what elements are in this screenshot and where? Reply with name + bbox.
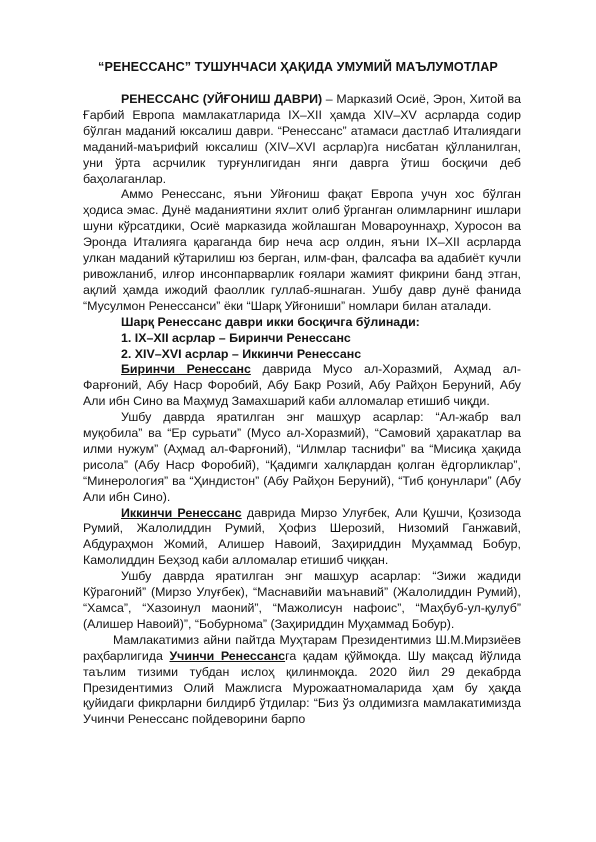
third-renaissance-paragraph: Мамлакатимиз айни пайтда Муҳтарам Президентимиз Ш.М.Мирзиёев раҳбарлигида Учинчи Ренессансга қадам қўймоқда. Шу мақсад йўлида таълим тизими тубдан ислоҳ қилинмоқда. 2020 йил 29 декабрда Президентимиз Олий Мажлисга Мурожаатномаларида ҳам бу ҳақда қуйидаги фикрларни билдирб ўтдилар: “Биз ўз олдимизга мамлакатимизда Учинчи Ренессанс пойдеворини барпо: [83, 632, 522, 727]
eastern-renaissance-paragraph: Аммо Ренессанс, яъни Уйғониш фақат Европа учун хос бўлган ҳодиса эмас. Дунё маданиятини яхлит олиб ўрганган олимларнинг ишлари шуни кўрсатдики, Осиё марказида жойлашган Мовароуннаҳр, Хуросон ва Эронда Италияга қараганда бир неча аср олдин, яъни IX–XII асрларда улкан маданий кўтарилиш юз берган, илм-фан, фалсафа ва адабиёт кучли ривожланиб, илғор инсонпарварлик ғоялари жамият фикрини банд этган, ақлий ҳамда ижодий фаоллик гуллаб-яшнаган. Ушбу давр дунё фанида “Мусулмон Ренессанси” ёки “Шарқ Уйғониши” номлари билан аталади.: [83, 187, 521, 313]
second-renaissance-works-paragraph: Ушбу даврда яратилган энг машҳур асарлар: “Зижи жадиди Кўрагоний” (Мирзо Улуғбек), “Маснавийи маънавий” (Жалолиддин Румий), “Хамса”, “Хазоинул маоний”, “Мажолисун нафоис”, “Маҳбуб-ул-қулуб” (Алишер Навоий)”, “Бобурнома” (Заҳириддин Муҳаммад Бобур).: [83, 569, 521, 631]
renaissance-term: РЕНЕССАНС (УЙҒОНИШ ДАВРИ): [121, 92, 323, 106]
second-renaissance-term: Иккинчи Ренессанс: [121, 505, 242, 520]
first-renaissance-works-paragraph: Ушбу даврда яратилган энг машҳур асарлар: “Ал-жабр вал муқобила” ва “Ер сурьати” (Мусо ал-Хоразмий), “Самовий ҳаракатлар ва илми нужум” (Аҳмад ал-Фарғоний), “Илмлар таснифи” ва “Мисиқа ҳақида рисола” (Абу Наср Форобий), “Қадимги халқлардан қолган ёдгорликлар”, “Минерология” ва “Ҳиндистон” (Абу Райҳон Беруний), “Тиб қонунлари” (Абу Али ибн Сино).: [83, 410, 521, 504]
intro-text: – Марказий Осиё, Эрон, Хитой ва Ғарбий Европа мамлакатларида IX–XII ҳамда XIV–XV асрларда содир бўлган маданий юксалиш даври. “Ренессанс” атамаси дастлаб Италиядаги маданий-маърифий юксалиш (XIV–XVI асрлар)га нисбатан қўлланилган, уни ўрта асрчилик турғунлигидан янги даврга ўтиш босқичи деб баҳолаганлар.: [83, 92, 521, 186]
document-body: [83, 92, 521, 728]
third-renaissance-term: Учинчи Ренессанс: [169, 648, 286, 663]
stage-1: 1. IX–XII асрлар – Биринчи Ренессанс: [121, 330, 351, 345]
first-renaissance-term: Биринчи Ренессанс: [121, 362, 251, 377]
stages-heading: Шарқ Ренессанс даври икки босқичга бўлинади:: [121, 314, 420, 329]
second-renaissance-paragraph: Иккинчи Ренессанс даврида Мирзо Улуғбек, Али Қушчи, Қозизода Румий, Жалолиддин Румий, Ҳофиз Шерозий, Низомий Ганжавий, Абдураҳмон Жомий, Алишер Навоий, Заҳириддин Муҳаммад Бобур, Камолиддин Беҳзод каби алломалар етишиб чиққан.: [83, 505, 521, 568]
stage-2: 2. XIV–XVI асрлар – Иккинчи Ренессанс: [121, 346, 362, 361]
intro-paragraph: [83, 92, 521, 187]
first-renaissance-paragraph: Биринчи Ренессанс даврида Мусо ал-Хоразмий, Аҳмад ал-Фарғоний, Абу Наср Форобий, Абу Бакр Розий, Абу Райҳон Беруний, Абу Али ибн Сино ва Маҳмуд Замахшарий каби алломалар етишиб чиқди.: [83, 362, 521, 409]
document-title: “РЕНЕССАНС” ТУШУНЧАСИ ҲАҚИДА УМУМИЙ МАЪЛУМОТЛАР: [98, 60, 498, 74]
